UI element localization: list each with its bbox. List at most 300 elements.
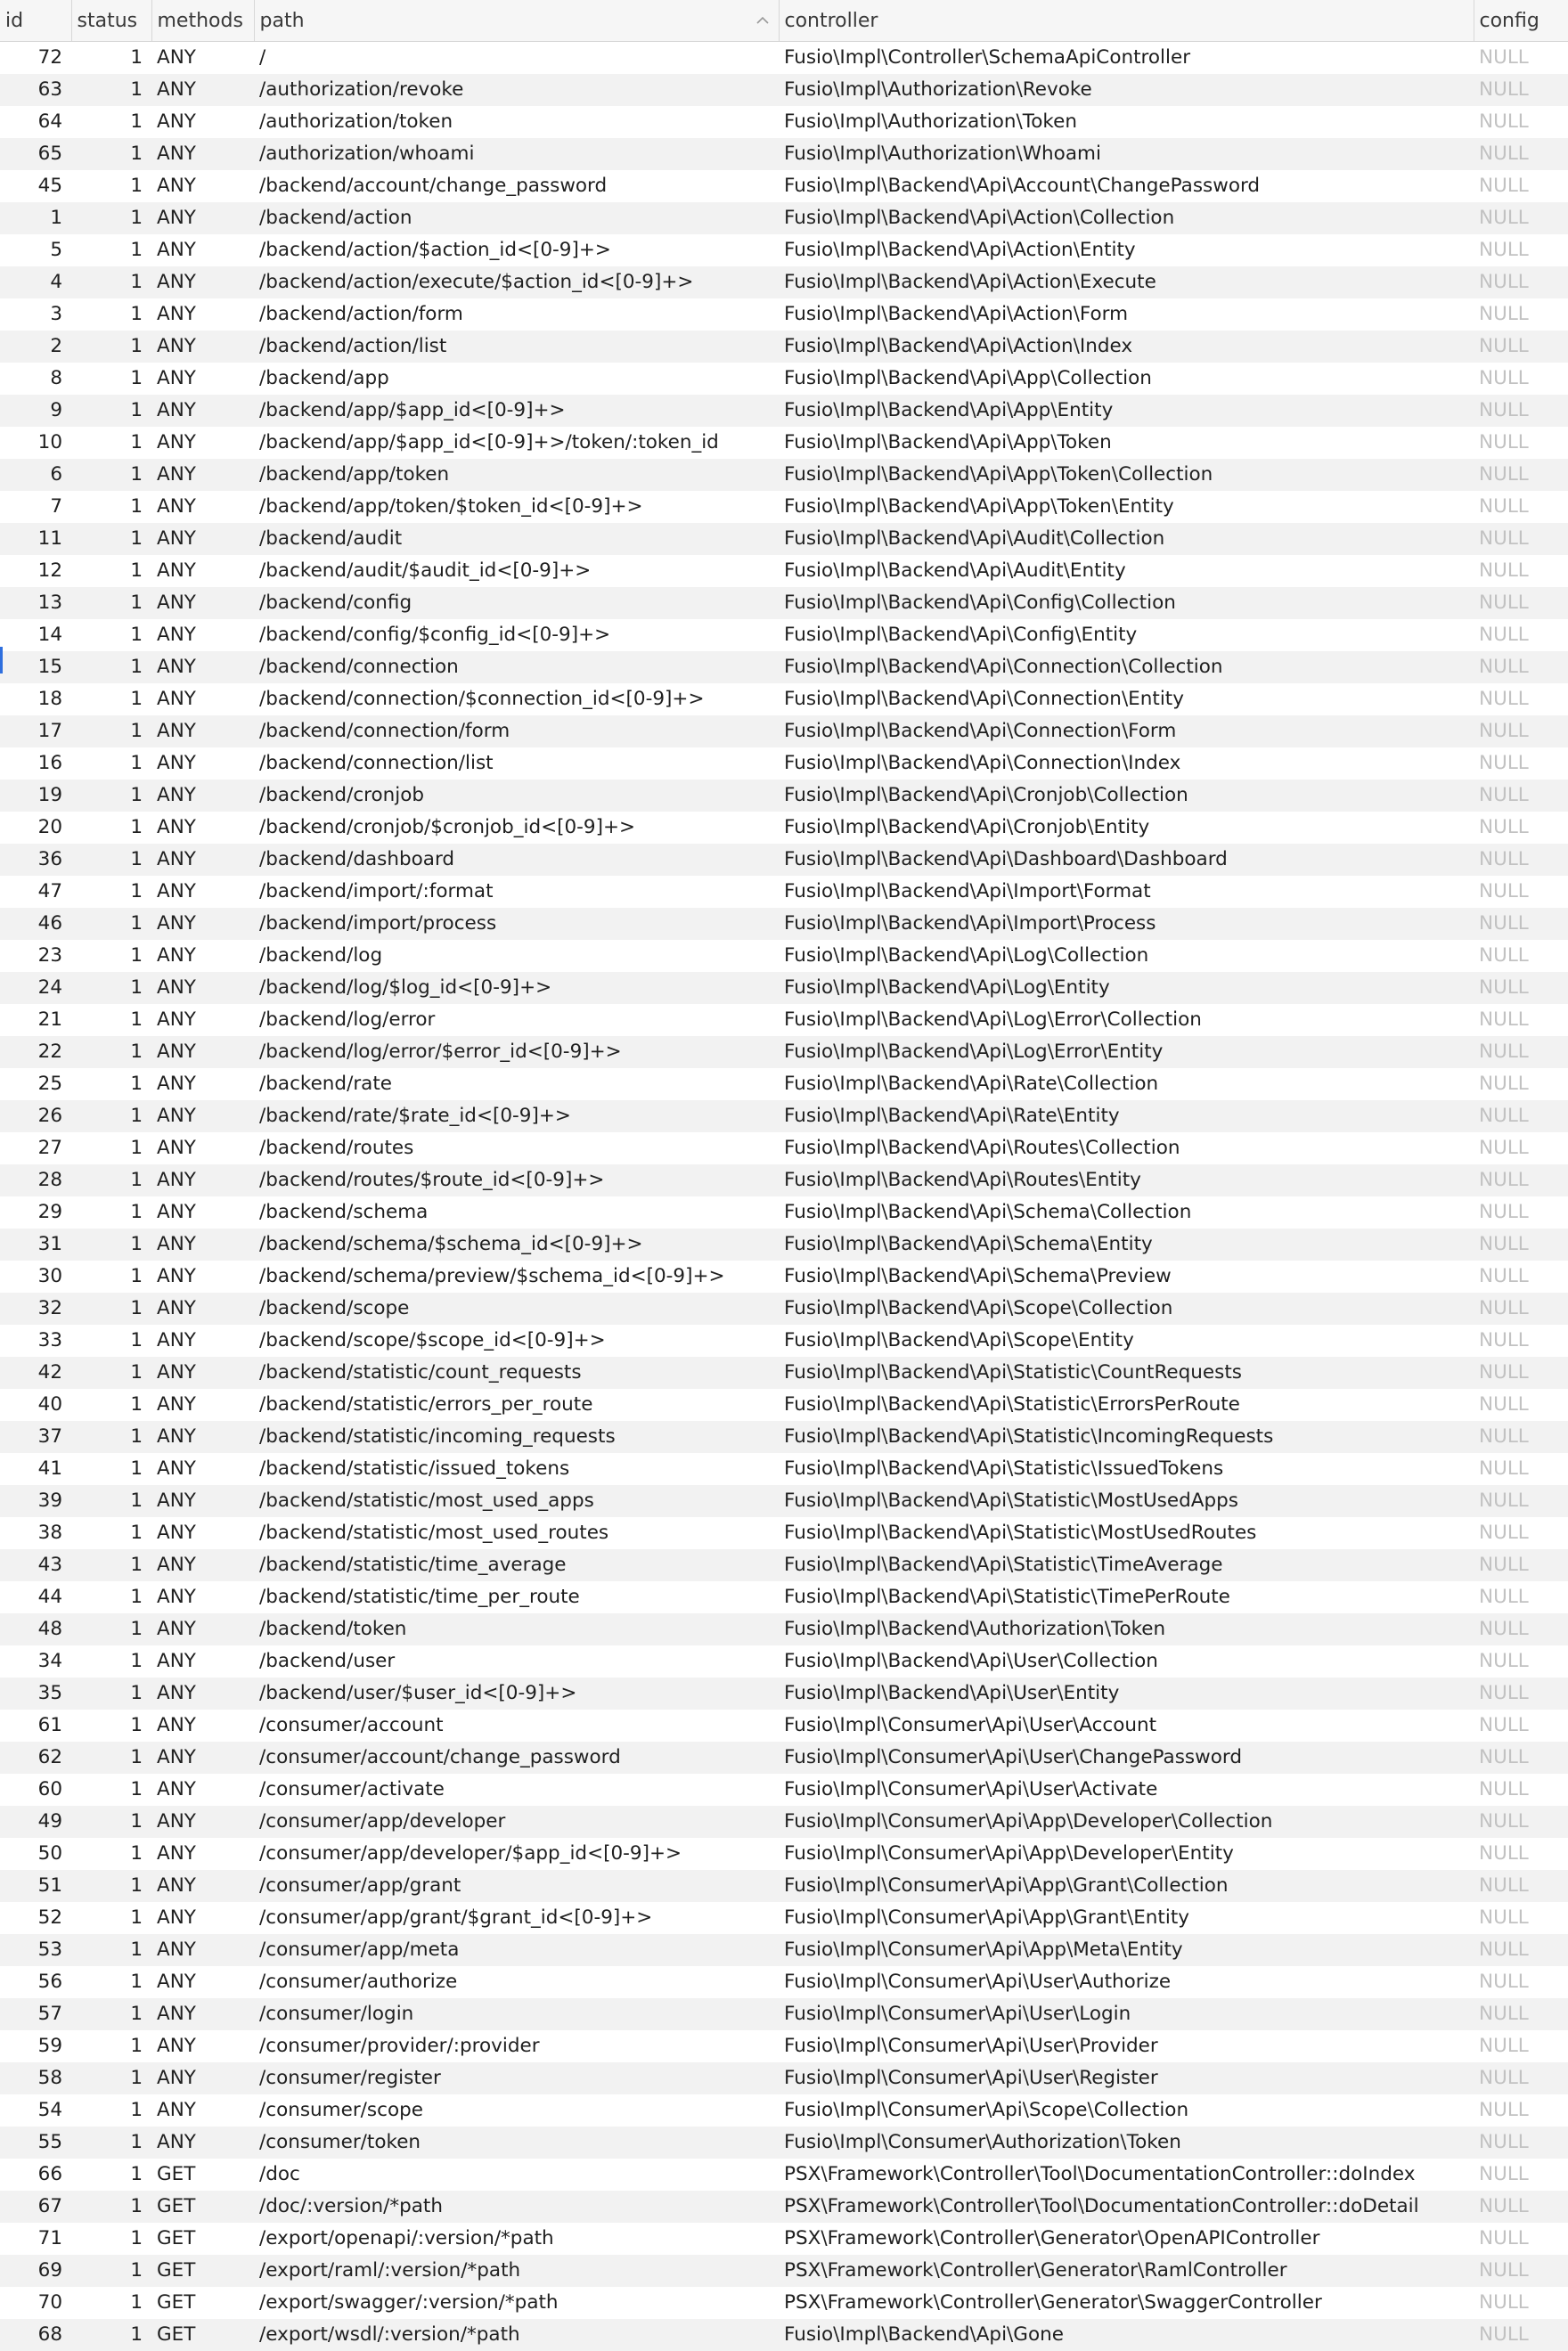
cell-path[interactable]: /export/openapi/:version/*path (254, 2223, 779, 2255)
table-row[interactable] (0, 331, 1568, 363)
table-row[interactable] (0, 1998, 1568, 2030)
cell-controller[interactable]: Fusio\Impl\Consumer\Api\User\Provider (779, 2030, 1474, 2062)
table-row[interactable] (0, 1645, 1568, 1678)
cell-controller[interactable]: Fusio\Impl\Authorization\Token (779, 106, 1474, 138)
table-row[interactable] (0, 1421, 1568, 1453)
cell-methods[interactable]: ANY (151, 1100, 254, 1132)
cell-path[interactable]: /backend/log/error (254, 1004, 779, 1036)
cell-id[interactable]: 43 (0, 1549, 71, 1581)
cell-path[interactable]: /backend/statistic/errors_per_route (254, 1389, 779, 1421)
cell-methods[interactable]: ANY (151, 1261, 254, 1293)
cell-config[interactable]: NULL (1474, 2127, 1568, 2159)
cell-config[interactable]: NULL (1474, 1357, 1568, 1389)
cell-config[interactable]: NULL (1474, 587, 1568, 619)
cell-path[interactable]: /backend/routes (254, 1132, 779, 1164)
cell-path[interactable]: /consumer/authorize (254, 1966, 779, 1998)
cell-id[interactable]: 15 (0, 651, 71, 683)
table-row[interactable] (0, 1036, 1568, 1068)
cell-status[interactable]: 1 (71, 940, 151, 972)
cell-path[interactable]: /backend/config (254, 587, 779, 619)
cell-path[interactable]: /backend/app/$app_id<[0-9]+> (254, 395, 779, 427)
cell-controller[interactable]: Fusio\Impl\Consumer\Api\Scope\Collection (779, 2094, 1474, 2127)
cell-config[interactable]: NULL (1474, 2094, 1568, 2127)
cell-controller[interactable]: Fusio\Impl\Backend\Api\Connection\Index (779, 747, 1474, 780)
cell-controller[interactable]: Fusio\Impl\Consumer\Api\App\Meta\Entity (779, 1934, 1474, 1966)
cell-status[interactable]: 1 (71, 747, 151, 780)
cell-status[interactable]: 1 (71, 427, 151, 459)
cell-config[interactable]: NULL (1474, 1485, 1568, 1517)
cell-id[interactable]: 45 (0, 170, 71, 202)
cell-id[interactable]: 26 (0, 1100, 71, 1132)
cell-controller[interactable]: Fusio\Impl\Consumer\Api\User\Register (779, 2062, 1474, 2094)
cell-id[interactable]: 33 (0, 1325, 71, 1357)
cell-path[interactable]: /backend/app/$app_id<[0-9]+>/token/:token_id (254, 427, 779, 459)
cell-methods[interactable]: ANY (151, 1325, 254, 1357)
cell-status[interactable]: 1 (71, 1549, 151, 1581)
cell-config[interactable]: NULL (1474, 170, 1568, 202)
cell-status[interactable]: 1 (71, 170, 151, 202)
cell-path[interactable]: /authorization/token (254, 106, 779, 138)
cell-status[interactable]: 1 (71, 138, 151, 170)
cell-path[interactable]: /export/swagger/:version/*path (254, 2287, 779, 2319)
cell-controller[interactable]: Fusio\Impl\Backend\Authorization\Token (779, 1613, 1474, 1645)
cell-id[interactable]: 51 (0, 1870, 71, 1902)
cell-controller[interactable]: Fusio\Impl\Backend\Api\Audit\Collection (779, 523, 1474, 555)
cell-status[interactable]: 1 (71, 1453, 151, 1485)
cell-status[interactable]: 1 (71, 1902, 151, 1934)
cell-id[interactable]: 14 (0, 619, 71, 651)
cell-id[interactable]: 8 (0, 363, 71, 395)
cell-id[interactable]: 6 (0, 459, 71, 491)
cell-id[interactable]: 9 (0, 395, 71, 427)
cell-status[interactable]: 1 (71, 2287, 151, 2319)
cell-path[interactable]: /authorization/whoami (254, 138, 779, 170)
cell-config[interactable]: NULL (1474, 1421, 1568, 1453)
table-row[interactable] (0, 2319, 1568, 2351)
cell-path[interactable]: /consumer/app/grant (254, 1870, 779, 1902)
table-row[interactable] (0, 491, 1568, 523)
cell-methods[interactable]: ANY (151, 1229, 254, 1261)
cell-path[interactable]: /backend/statistic/count_requests (254, 1357, 779, 1389)
cell-methods[interactable]: ANY (151, 170, 254, 202)
cell-controller[interactable]: Fusio\Impl\Backend\Api\Log\Error\Entity (779, 1036, 1474, 1068)
cell-config[interactable]: NULL (1474, 1325, 1568, 1357)
cell-id[interactable]: 37 (0, 1421, 71, 1453)
cell-controller[interactable]: Fusio\Impl\Backend\Api\Routes\Entity (779, 1164, 1474, 1196)
cell-methods[interactable]: ANY (151, 1132, 254, 1164)
cell-config[interactable]: NULL (1474, 2159, 1568, 2191)
cell-config[interactable]: NULL (1474, 2062, 1568, 2094)
cell-status[interactable]: 1 (71, 1036, 151, 1068)
cell-config[interactable]: NULL (1474, 1613, 1568, 1645)
cell-controller[interactable]: Fusio\Impl\Backend\Api\Statistic\ErrorsPerRoute (779, 1389, 1474, 1421)
cell-methods[interactable]: ANY (151, 555, 254, 587)
cell-path[interactable]: /backend/connection (254, 651, 779, 683)
cell-methods[interactable]: ANY (151, 42, 254, 75)
cell-methods[interactable]: ANY (151, 427, 254, 459)
cell-path[interactable]: / (254, 42, 779, 75)
cell-status[interactable]: 1 (71, 1806, 151, 1838)
cell-path[interactable]: /backend/statistic/most_used_routes (254, 1517, 779, 1549)
cell-status[interactable]: 1 (71, 2159, 151, 2191)
cell-config[interactable]: NULL (1474, 138, 1568, 170)
cell-controller[interactable]: PSX\Framework\Controller\Tool\DocumentationController::doDetail (779, 2191, 1474, 2223)
cell-id[interactable]: 12 (0, 555, 71, 587)
cell-methods[interactable]: ANY (151, 2062, 254, 2094)
cell-status[interactable]: 1 (71, 523, 151, 555)
cell-status[interactable]: 1 (71, 1132, 151, 1164)
cell-id[interactable]: 36 (0, 844, 71, 876)
cell-id[interactable]: 50 (0, 1838, 71, 1870)
cell-methods[interactable]: ANY (151, 1389, 254, 1421)
cell-status[interactable]: 1 (71, 2191, 151, 2223)
cell-methods[interactable]: ANY (151, 1549, 254, 1581)
cell-config[interactable]: NULL (1474, 780, 1568, 812)
cell-controller[interactable]: PSX\Framework\Controller\Generator\RamlController (779, 2255, 1474, 2287)
cell-path[interactable]: /backend/scope (254, 1293, 779, 1325)
cell-status[interactable]: 1 (71, 2062, 151, 2094)
cell-id[interactable]: 64 (0, 106, 71, 138)
table-row[interactable] (0, 1068, 1568, 1100)
table-row[interactable] (0, 1742, 1568, 1774)
table-row[interactable] (0, 1838, 1568, 1870)
cell-methods[interactable]: ANY (151, 395, 254, 427)
cell-id[interactable]: 61 (0, 1710, 71, 1742)
cell-config[interactable]: NULL (1474, 2191, 1568, 2223)
cell-config[interactable]: NULL (1474, 555, 1568, 587)
cell-config[interactable]: NULL (1474, 2287, 1568, 2319)
cell-status[interactable]: 1 (71, 1870, 151, 1902)
column-header-config[interactable]: config (1474, 0, 1568, 42)
cell-controller[interactable]: Fusio\Impl\Backend\Api\App\Token (779, 427, 1474, 459)
cell-status[interactable]: 1 (71, 1645, 151, 1678)
cell-controller[interactable]: Fusio\Impl\Backend\Api\Action\Index (779, 331, 1474, 363)
cell-controller[interactable]: Fusio\Impl\Backend\Api\Connection\Collection (779, 651, 1474, 683)
cell-status[interactable]: 1 (71, 651, 151, 683)
cell-methods[interactable]: ANY (151, 1004, 254, 1036)
cell-id[interactable]: 57 (0, 1998, 71, 2030)
cell-controller[interactable]: Fusio\Impl\Consumer\Api\User\Activate (779, 1774, 1474, 1806)
cell-controller[interactable]: Fusio\Impl\Backend\Api\Account\ChangePassword (779, 170, 1474, 202)
cell-path[interactable]: /backend/statistic/time_average (254, 1549, 779, 1581)
cell-methods[interactable]: ANY (151, 1453, 254, 1485)
cell-status[interactable]: 1 (71, 619, 151, 651)
cell-methods[interactable]: ANY (151, 844, 254, 876)
cell-path[interactable]: /backend/statistic/most_used_apps (254, 1485, 779, 1517)
cell-id[interactable]: 32 (0, 1293, 71, 1325)
cell-methods[interactable]: ANY (151, 1934, 254, 1966)
cell-config[interactable]: NULL (1474, 1678, 1568, 1710)
cell-id[interactable]: 10 (0, 427, 71, 459)
table-row[interactable] (0, 74, 1568, 106)
sort-ascending-icon[interactable] (755, 16, 770, 25)
cell-path[interactable]: /doc (254, 2159, 779, 2191)
cell-controller[interactable]: Fusio\Impl\Authorization\Whoami (779, 138, 1474, 170)
cell-id[interactable]: 19 (0, 780, 71, 812)
cell-controller[interactable]: Fusio\Impl\Backend\Api\Scope\Collection (779, 1293, 1474, 1325)
cell-config[interactable]: NULL (1474, 1164, 1568, 1196)
cell-config[interactable]: NULL (1474, 298, 1568, 331)
cell-status[interactable]: 1 (71, 1261, 151, 1293)
cell-id[interactable]: 18 (0, 683, 71, 715)
cell-path[interactable]: /backend/audit (254, 523, 779, 555)
cell-methods[interactable]: ANY (151, 1838, 254, 1870)
cell-id[interactable]: 42 (0, 1357, 71, 1389)
cell-methods[interactable]: GET (151, 2223, 254, 2255)
column-header-status[interactable]: status (71, 0, 151, 42)
cell-status[interactable]: 1 (71, 1517, 151, 1549)
cell-id[interactable]: 34 (0, 1645, 71, 1678)
table-row[interactable] (0, 202, 1568, 234)
table-row[interactable] (0, 1613, 1568, 1645)
cell-id[interactable]: 13 (0, 587, 71, 619)
cell-controller[interactable]: Fusio\Impl\Backend\Api\Log\Entity (779, 972, 1474, 1004)
cell-path[interactable]: /backend/dashboard (254, 844, 779, 876)
cell-id[interactable]: 30 (0, 1261, 71, 1293)
cell-status[interactable]: 1 (71, 298, 151, 331)
cell-id[interactable]: 5 (0, 234, 71, 266)
cell-methods[interactable]: ANY (151, 1966, 254, 1998)
cell-methods[interactable]: ANY (151, 1870, 254, 1902)
cell-id[interactable]: 35 (0, 1678, 71, 1710)
cell-id[interactable]: 17 (0, 715, 71, 747)
table-row[interactable] (0, 1357, 1568, 1389)
cell-controller[interactable]: Fusio\Impl\Backend\Api\Connection\Entity (779, 683, 1474, 715)
cell-path[interactable]: /backend/action (254, 202, 779, 234)
cell-config[interactable]: NULL (1474, 1517, 1568, 1549)
cell-status[interactable]: 1 (71, 1838, 151, 1870)
cell-status[interactable]: 1 (71, 459, 151, 491)
cell-config[interactable]: NULL (1474, 876, 1568, 908)
cell-path[interactable]: /consumer/app/developer (254, 1806, 779, 1838)
cell-status[interactable]: 1 (71, 106, 151, 138)
cell-methods[interactable]: ANY (151, 1774, 254, 1806)
table-row[interactable] (0, 587, 1568, 619)
cell-methods[interactable]: ANY (151, 1164, 254, 1196)
table-row[interactable] (0, 1004, 1568, 1036)
cell-methods[interactable]: ANY (151, 651, 254, 683)
table-row[interactable] (0, 2030, 1568, 2062)
cell-status[interactable]: 1 (71, 1581, 151, 1613)
cell-methods[interactable]: ANY (151, 331, 254, 363)
cell-status[interactable]: 1 (71, 683, 151, 715)
cell-status[interactable]: 1 (71, 1998, 151, 2030)
cell-methods[interactable]: ANY (151, 1998, 254, 2030)
cell-controller[interactable]: Fusio\Impl\Backend\Api\Statistic\IssuedTokens (779, 1453, 1474, 1485)
cell-config[interactable]: NULL (1474, 266, 1568, 298)
cell-config[interactable]: NULL (1474, 972, 1568, 1004)
cell-path[interactable]: /backend/action/form (254, 298, 779, 331)
cell-controller[interactable]: Fusio\Impl\Backend\Api\Schema\Preview (779, 1261, 1474, 1293)
cell-config[interactable]: NULL (1474, 1934, 1568, 1966)
table-row[interactable] (0, 683, 1568, 715)
cell-methods[interactable]: ANY (151, 234, 254, 266)
cell-status[interactable]: 1 (71, 202, 151, 234)
cell-status[interactable]: 1 (71, 1325, 151, 1357)
cell-path[interactable]: /backend/statistic/time_per_route (254, 1581, 779, 1613)
cell-path[interactable]: /backend/statistic/incoming_requests (254, 1421, 779, 1453)
cell-controller[interactable]: Fusio\Impl\Backend\Api\App\Collection (779, 363, 1474, 395)
cell-methods[interactable]: ANY (151, 619, 254, 651)
cell-methods[interactable]: GET (151, 2287, 254, 2319)
table-row[interactable] (0, 1517, 1568, 1549)
cell-id[interactable]: 59 (0, 2030, 71, 2062)
cell-path[interactable]: /backend/config/$config_id<[0-9]+> (254, 619, 779, 651)
cell-methods[interactable]: ANY (151, 972, 254, 1004)
cell-config[interactable]: NULL (1474, 1998, 1568, 2030)
cell-methods[interactable]: ANY (151, 1710, 254, 1742)
cell-methods[interactable]: ANY (151, 459, 254, 491)
cell-path[interactable]: /backend/app/token (254, 459, 779, 491)
table-row[interactable] (0, 1870, 1568, 1902)
cell-path[interactable]: /consumer/provider/:provider (254, 2030, 779, 2062)
cell-path[interactable]: /backend/import/:format (254, 876, 779, 908)
cell-controller[interactable]: Fusio\Impl\Backend\Api\Import\Process (779, 908, 1474, 940)
cell-config[interactable]: NULL (1474, 1966, 1568, 1998)
cell-status[interactable]: 1 (71, 234, 151, 266)
table-row[interactable] (0, 715, 1568, 747)
cell-config[interactable]: NULL (1474, 106, 1568, 138)
cell-status[interactable]: 1 (71, 2255, 151, 2287)
cell-methods[interactable]: ANY (151, 74, 254, 106)
cell-path[interactable]: /backend/scope/$scope_id<[0-9]+> (254, 1325, 779, 1357)
cell-id[interactable]: 62 (0, 1742, 71, 1774)
cell-id[interactable]: 58 (0, 2062, 71, 2094)
cell-id[interactable]: 29 (0, 1196, 71, 1229)
cell-controller[interactable]: Fusio\Impl\Backend\Api\Scope\Entity (779, 1325, 1474, 1357)
cell-path[interactable]: /backend/action/$action_id<[0-9]+> (254, 234, 779, 266)
cell-path[interactable]: /backend/rate/$rate_id<[0-9]+> (254, 1100, 779, 1132)
cell-id[interactable]: 4 (0, 266, 71, 298)
cell-id[interactable]: 40 (0, 1389, 71, 1421)
cell-path[interactable]: /backend/user/$user_id<[0-9]+> (254, 1678, 779, 1710)
cell-controller[interactable]: Fusio\Impl\Backend\Api\App\Entity (779, 395, 1474, 427)
cell-config[interactable]: NULL (1474, 331, 1568, 363)
cell-config[interactable]: NULL (1474, 2223, 1568, 2255)
cell-controller[interactable]: Fusio\Impl\Backend\Api\Schema\Collection (779, 1196, 1474, 1229)
cell-path[interactable]: /backend/schema (254, 1196, 779, 1229)
cell-methods[interactable]: ANY (151, 683, 254, 715)
table-row[interactable] (0, 42, 1568, 75)
cell-controller[interactable]: Fusio\Impl\Backend\Api\Log\Error\Collection (779, 1004, 1474, 1036)
cell-methods[interactable]: ANY (151, 363, 254, 395)
cell-controller[interactable]: Fusio\Impl\Backend\Api\Rate\Entity (779, 1100, 1474, 1132)
cell-id[interactable]: 71 (0, 2223, 71, 2255)
table-row[interactable] (0, 940, 1568, 972)
table-row[interactable] (0, 298, 1568, 331)
cell-config[interactable]: NULL (1474, 1870, 1568, 1902)
cell-status[interactable]: 1 (71, 491, 151, 523)
cell-controller[interactable]: Fusio\Impl\Authorization\Revoke (779, 74, 1474, 106)
cell-controller[interactable]: Fusio\Impl\Consumer\Api\User\Authorize (779, 1966, 1474, 1998)
cell-path[interactable]: /backend/app (254, 363, 779, 395)
table-row[interactable] (0, 1485, 1568, 1517)
cell-config[interactable]: NULL (1474, 363, 1568, 395)
table-row[interactable] (0, 1549, 1568, 1581)
cell-methods[interactable]: ANY (151, 138, 254, 170)
cell-config[interactable]: NULL (1474, 812, 1568, 844)
cell-config[interactable]: NULL (1474, 1710, 1568, 1742)
cell-config[interactable]: NULL (1474, 2030, 1568, 2062)
cell-id[interactable]: 2 (0, 331, 71, 363)
cell-status[interactable]: 1 (71, 1100, 151, 1132)
cell-config[interactable]: NULL (1474, 1293, 1568, 1325)
cell-controller[interactable]: Fusio\Impl\Backend\Api\Statistic\MostUsedRoutes (779, 1517, 1474, 1549)
cell-status[interactable]: 1 (71, 780, 151, 812)
cell-controller[interactable]: Fusio\Impl\Backend\Api\Action\Entity (779, 234, 1474, 266)
cell-status[interactable]: 1 (71, 1421, 151, 1453)
cell-path[interactable]: /consumer/app/grant/$grant_id<[0-9]+> (254, 1902, 779, 1934)
cell-status[interactable]: 1 (71, 331, 151, 363)
cell-status[interactable]: 1 (71, 1710, 151, 1742)
cell-status[interactable]: 1 (71, 812, 151, 844)
cell-status[interactable]: 1 (71, 1357, 151, 1389)
cell-id[interactable]: 24 (0, 972, 71, 1004)
table-row[interactable] (0, 1678, 1568, 1710)
table-row[interactable] (0, 747, 1568, 780)
table-row[interactable] (0, 1806, 1568, 1838)
table-row[interactable] (0, 1164, 1568, 1196)
cell-path[interactable]: /backend/action/list (254, 331, 779, 363)
cell-methods[interactable]: ANY (151, 1068, 254, 1100)
cell-status[interactable]: 1 (71, 363, 151, 395)
cell-path[interactable]: /backend/cronjob/$cronjob_id<[0-9]+> (254, 812, 779, 844)
cell-config[interactable]: NULL (1474, 1774, 1568, 1806)
table-row[interactable] (0, 908, 1568, 940)
cell-id[interactable]: 66 (0, 2159, 71, 2191)
table-row[interactable] (0, 1581, 1568, 1613)
table-row[interactable] (0, 138, 1568, 170)
cell-controller[interactable]: Fusio\Impl\Backend\Api\Action\Collection (779, 202, 1474, 234)
cell-config[interactable]: NULL (1474, 234, 1568, 266)
cell-id[interactable]: 3 (0, 298, 71, 331)
cell-config[interactable]: NULL (1474, 1036, 1568, 1068)
cell-methods[interactable]: ANY (151, 298, 254, 331)
table-row[interactable] (0, 459, 1568, 491)
cell-config[interactable]: NULL (1474, 2255, 1568, 2287)
cell-id[interactable]: 22 (0, 1036, 71, 1068)
cell-controller[interactable]: Fusio\Impl\Backend\Api\Rate\Collection (779, 1068, 1474, 1100)
table-row[interactable] (0, 844, 1568, 876)
cell-methods[interactable]: ANY (151, 1581, 254, 1613)
cell-methods[interactable]: ANY (151, 1196, 254, 1229)
cell-path[interactable]: /consumer/account/change_password (254, 1742, 779, 1774)
cell-controller[interactable]: PSX\Framework\Controller\Generator\OpenAPIController (779, 2223, 1474, 2255)
cell-controller[interactable]: Fusio\Impl\Consumer\Api\User\ChangePassword (779, 1742, 1474, 1774)
cell-status[interactable]: 1 (71, 395, 151, 427)
cell-config[interactable]: NULL (1474, 202, 1568, 234)
cell-config[interactable]: NULL (1474, 459, 1568, 491)
cell-id[interactable]: 69 (0, 2255, 71, 2287)
cell-config[interactable]: NULL (1474, 1229, 1568, 1261)
cell-path[interactable]: /backend/log/error/$error_id<[0-9]+> (254, 1036, 779, 1068)
cell-status[interactable]: 1 (71, 2094, 151, 2127)
cell-id[interactable]: 1 (0, 202, 71, 234)
cell-path[interactable]: /backend/audit/$audit_id<[0-9]+> (254, 555, 779, 587)
cell-methods[interactable]: ANY (151, 523, 254, 555)
table-row[interactable] (0, 619, 1568, 651)
cell-path[interactable]: /consumer/scope (254, 2094, 779, 2127)
table-row[interactable] (0, 266, 1568, 298)
table-row[interactable] (0, 2159, 1568, 2191)
cell-config[interactable]: NULL (1474, 395, 1568, 427)
cell-path[interactable]: /backend/connection/$connection_id<[0-9]+> (254, 683, 779, 715)
cell-controller[interactable]: Fusio\Impl\Backend\Api\User\Collection (779, 1645, 1474, 1678)
cell-methods[interactable]: ANY (151, 106, 254, 138)
cell-id[interactable]: 39 (0, 1485, 71, 1517)
cell-methods[interactable]: ANY (151, 908, 254, 940)
cell-path[interactable]: /export/raml/:version/*path (254, 2255, 779, 2287)
